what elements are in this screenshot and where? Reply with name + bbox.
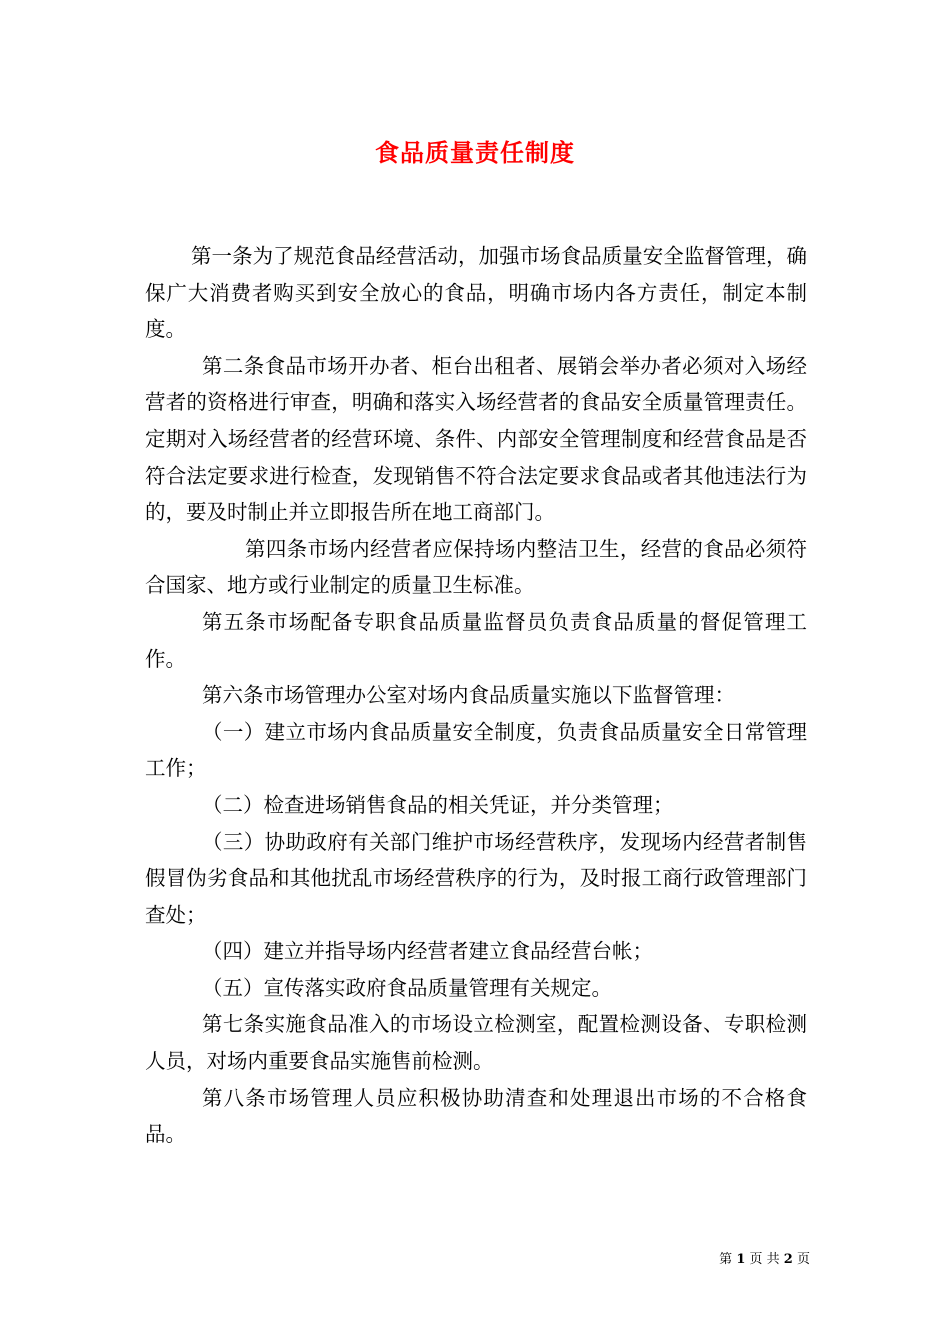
paragraph-article-2: 第二条食品市场开办者、柜台出租者、展销会举办者必须对入场经营者的资格进行审查，明确和落实入场经营者的食品安全质量管理责任。定期对入场经营者的经营环境、条件、内部安全管理制度和经营食品是否符合法定要求进行检查，发现销售不符合法定要求食品或者其他违法行为的，要及时制止并立即报告所在地工商部门。 bbox=[145, 353, 807, 525]
list-item-5: （五）宣传落实政府食品质量管理有关规定。 bbox=[202, 975, 612, 1000]
paragraph-article-7: 第七条实施食品准入的市场设立检测室，配置检测设备、专职检测人员，对场内重要食品实施售前检测。 bbox=[145, 1012, 807, 1074]
footer-middle: 页 共 bbox=[749, 1252, 780, 1267]
list-item-1: （一）建立市场内食品质量安全制度，负责食品质量安全日常管理工作； bbox=[145, 719, 807, 781]
footer-current-page: 1 bbox=[736, 1252, 746, 1267]
list-item-4: （四）建立并指导场内经营者建立食品经营台帐； bbox=[202, 939, 653, 964]
paragraph-article-4: 第四条市场内经营者应保持场内整洁卫生，经营的食品必须符合国家、地方或行业制定的质量卫生标准。 bbox=[145, 536, 807, 598]
paragraph-article-5: 第五条市场配备专职食品质量监督员负责食品质量的督促管理工作。 bbox=[145, 609, 807, 671]
footer-suffix: 页 bbox=[796, 1252, 810, 1267]
list-item-2: （二）检查进场销售食品的相关凭证，并分类管理； bbox=[202, 792, 674, 817]
list-item-3: （三）协助政府有关部门维护市场经营秩序，发现场内经营者制售假冒伪劣食品和其他扰乱市场经营秩序的行为，及时报工商行政管理部门查处； bbox=[145, 829, 807, 927]
footer-total-pages: 2 bbox=[783, 1252, 793, 1267]
paragraph-article-1: 第一条为了规范食品经营活动，加强市场食品质量安全监督管理，确保广大消费者购买到安全放心的食品，明确市场内各方责任，制定本制度。 bbox=[145, 244, 807, 342]
paragraph-article-6: 第六条市场管理办公室对场内食品质量实施以下监督管理： bbox=[202, 683, 735, 708]
footer-prefix: 第 bbox=[719, 1252, 733, 1267]
document-title: 食品质量责任制度 bbox=[375, 138, 575, 167]
paragraph-article-8: 第八条市场管理人员应积极协助清查和处理退出市场的不合格食品。 bbox=[145, 1085, 807, 1147]
document-body bbox=[145, 238, 807, 1153]
page-number-footer bbox=[700, 1248, 810, 1267]
